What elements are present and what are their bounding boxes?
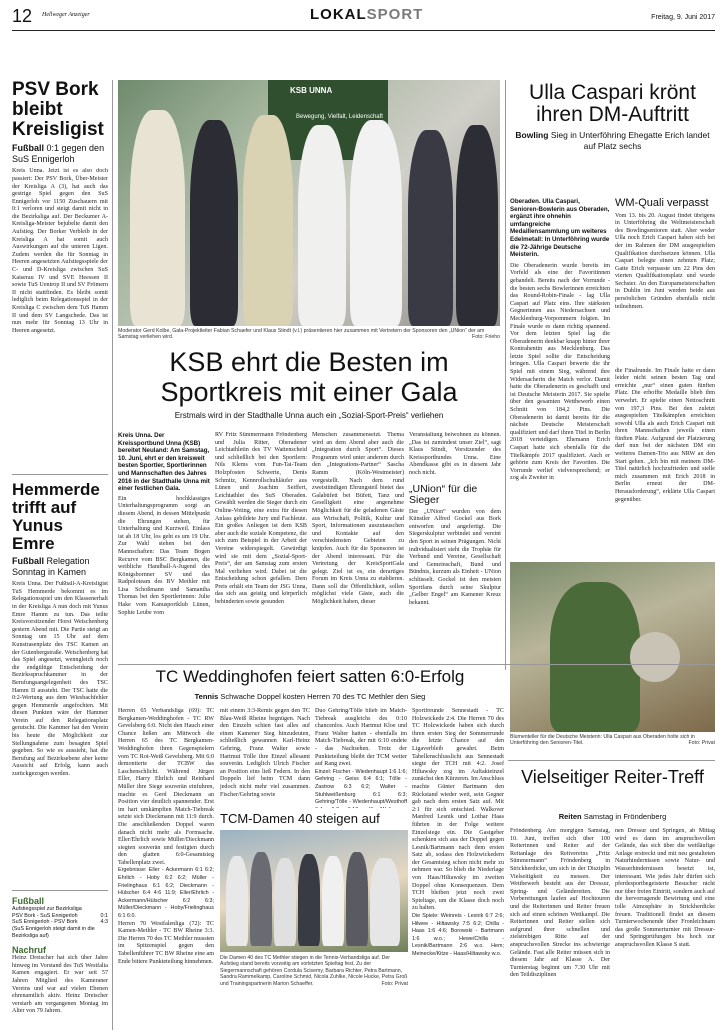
- gala-body-2: RV Fritz Sümmermann Fröndenberg und Julia Ritter, Oberadener Leichtathletin des TV Wattenscheid und schließlich bei den Sportlern: Nils Klems vom Fun-Tai-Team Holzpfosten Schwerte, Denis Schmitz, Kennrollschuhläufer aus Lünen und Joachim Seiffert, Leichtathlet des SuS Oberaden. Gewählt werden die Sieger durch ein Online-Voting, eine extra für diesen Anlass gebildete Jury und Fachleute. Ein großes Anliegen ist dem KSB aber auch die soziale Kompetenz, die sich zum Beispiel in der Arbeit der Vereine widerspiegelt. Gewürdigt wird sie mit dem „Sozial-Sport-Preis“, der am Samstag zum ersten Mal verliehen wird. Dabei ist die Entscheidung schon gefallen. Dem Preis erhält ein Team der JSG Unna, das sich aus geistig und körperlich behinderten sowie gesunden: [215, 432, 307, 606]
- results-note-text: (SuS Ennigerloh steigt damit in die Bezirksliga auf): [12, 925, 95, 939]
- nachruf-head: Nachruf: [12, 945, 47, 956]
- tennis-results-4: Die Spiele: Weinreis - Lesnik 6:7 2:6; Hilwee - Hiltawsky 7:5 6:2; Chilla - Haas 1:6 4:6; Borowski - Bartmann 1:6 w.o.; Hewe/Chilla - Lesnik/Bartmann 2:6 w.o. Hem; Meinecke/Kitze - Haas/Hiltawsky w.o.: [412, 913, 504, 957]
- gala-col-3: [312, 432, 404, 662]
- gala-col-4: [409, 432, 501, 662]
- result-match: SuS Ennigerloh - PSV Bork: [12, 919, 78, 926]
- tennis-col-4: [412, 708, 504, 1030]
- person-figure: [298, 854, 320, 946]
- nachruf-body: Heinz Dreischer hat sich über Jahre hinweg im Vorstand des TuS Westfalia Kamen engagiert. Er war seit 57 Jahren Mitglied des Kameraner Vereins und war auf vielen Ebenen ehrenamtlich aktiv. Heinz Dreischer verstarb am vergangenen Montag im Alter von 79 Jahren.: [12, 955, 108, 1015]
- psv-kicker: [12, 143, 108, 166]
- caspari-body: Die Oberadenerin wurde bereits im Vorfeld als eine der Favoritinnen gehandelt. Bereits nach der Vorrunde - die besten sechs Bowlerinnen erreichten das Round-Robin-Finale - lag Ulla Caspari auf Platz eins. Ihre stärksten Gegnerinnen aus Niedersachsen und Mecklenburg-Vorpommern folgten. Im Finale wurde es dann richtig spannend. Vor dem letzten Spiel lag die Oberadenerin denkbar knapp hinter ihrer Kontrahentin aus Mecklenburg. Das letzte Spiel sollte die Entscheidung bringen. Ulla Caspari bewerte die ihr Spiel mit einem Sieg, während ihre Widersacherin die Match verlor. Damit hatte die Oberadenerin es geschafft und ist Deutsche Meisterin 2017. Sie spielte über den gesamten Wettbewerb einen Schnitt von 184,2 Pins. Die Oberadenerin ist damit bereits für die nächste Deutsche Meisterschaft qualifiziert und darf ihren Titel in Berlin 2018 verteidigen. Ehemann Erich Caspari hatte sich ebenfalls für die Titelkämpfe 2017 qualifiziert. Auch er gehörte zum Kreis der Favoriten. Die Vorrunde verlief vielversprechend; er zog als Zweiter in: [510, 262, 610, 482]
- caspari-body-2: die Finalrunde. Im Finale hatte er dann leider nicht seinen besten Tag und erreichte „nur“ einen guten fünften Platz. Die erhoffte Medaille blieb ihm verwehrt. Er spielte einen Nettoschnitt von 197,3 Pins. Bei den zuletzt ausgespielten Titelkämpfen erreichten sowohl Ulla als auch Erich Caspari mit ihren Mannschaften jeweils einen fünften Platz. Aufgrund der Platzierung darf nun bei der nächsten DM ein weiteres Damen-Trio aus NRW an den Start gehen. „Ich bin mit meinem DM-Titel natürlich hochzufrieden und stelle mich zusammen mit Erich 2018 in Berlin erneut der DM-Herausforderung“, erklärte Ulla Caspari gegenüber.: [615, 367, 715, 503]
- person-figure: [408, 130, 453, 326]
- tennis-kicker-text: Schwache Doppel kosten Herren 70 des TC Methler den Sieg: [220, 692, 426, 701]
- section-title-bold: SPORT: [366, 6, 424, 23]
- page-header: [12, 6, 715, 32]
- tcm-caption: [220, 955, 408, 1030]
- photo-credit: Foto: Privat: [381, 980, 408, 987]
- gala-subtitle: Erstmals wird in der Stadthalle Unna auch ein „Sozial-Sport-Preis“ verliehen: [174, 411, 444, 420]
- banner-slogan: Bewegung, Vielfalt, Leidenschaft: [296, 114, 383, 120]
- caspari-col-1: [510, 198, 610, 556]
- person-figure: [550, 582, 640, 732]
- caspari-photo: [510, 562, 715, 732]
- psv-body: Kreis Unna. Jetzt ist es also doch passiert: Der PSV Bork, Über-Meister der Kreisliga A (3), hat auch das gestrige Spiel gegen den SuS Ennigerloh vor 1150 Zuschauern mit 0:1 verloren und steigt damit nicht in die Bezirksliga auf. Der Beckumer A-Kreisliga-Meister bejubelte damit den Aufstieg. Der Borker Verbleib in der Kreisliga A hat somit auch Auswirkungen auf die unteren Ligen. Zudem werden die für Sonntag in Heeren angesetzten Aufstiegsspiele der C- und D-Kreisliga zwischen SuS Kaiserau IV und SVE Heessen II sowie TuS Uentrop II und SV Frömern II nicht stattfinden. Es bleibt somit lediglich beim Relegationsspiel in der Kreisliga C zwischen dem TuS Hamm II und dem SV Langschede. Das ist nun mehr für Sonntag 13 Uhr in Heeren angesetzt.: [12, 168, 108, 334]
- tennis-col-2: [220, 708, 310, 808]
- gala-body-4: Veranstaltung beiwohnen zu können. „Das ist zumindest unser Ziel“, sagt Klaus Stindt, Vorsitzender des Kreissportbundes Unna. Eine Abendkasse gibt es in diesem Jahr noch nicht.: [409, 432, 501, 476]
- page-number: 12: [12, 6, 33, 26]
- person-figure: [130, 110, 185, 326]
- tennis-body-2: mit einem 3:3-Remis gegen den TC Blau-Weiß Rheine begnügen. Nach den Einzeln schien fast alles auf einen Kamener Sieg hinzudeuten, schließlich gewannen Karl-Heinz Gehring, Franz Walter sowie Hartmut Tölle ihre Einzel allesamt souverän. Lediglich Ulrich Fischer an Position eins ließ Federn. In den Doppeln lief beim TCM dann jedoch nicht mehr viel zusammen. Fischer/Gehring sowie: [220, 708, 310, 798]
- results-subhead: [12, 906, 108, 913]
- psv-kicker-bold: Fußball: [12, 142, 44, 153]
- fussball-results: [12, 906, 108, 939]
- photo-credit: Foto: Frieho: [472, 334, 500, 341]
- tennis-col-3: [315, 708, 407, 808]
- caspari-kicker: [510, 130, 715, 151]
- tennis-results-3: Einzel: Fischer - Wiedenhaupt 1:6 1:6; Gehring - Geiss 6:4 6:1; Tölle - Zastrow 6:3 6:2; Walter - Stuhlweißenburg 6:1 6:3; Gehring/Tölle - Wiedenhaupt/Westhoff: [315, 768, 407, 806]
- tennis-body-3: Duo Gehring/Tölle blieb im Match-Tiebreak ausgleichs des 0:10 chancenlos. Auch Hartmut Kloe und Franz Walter hatten - ebenfalls im Match-Tiebreak, der mit 6:10 endete - das Nachsehen. Trotz der Punkteteilung bleibt der TCM weiter auf Rang zwei.: [315, 708, 407, 768]
- caspari-kicker-bold: Bowling: [515, 130, 549, 141]
- person-figure: [274, 858, 296, 946]
- divider: [508, 760, 715, 761]
- union-body: Der „UNion“ wurden von dem Künstler Alfred Gockel aus Bork entworfen und angefertigt. Die Siegerskulptur verbindet und vereint den Sport in seinen Prägungen. Nicht individualisiert steht die Trophäe für Verbund und Vereine, Gesellschaft und Gemeinschaft, Bund und Bündnis, kurzum als Einheit - UNion schlüsselt. Gockel ist den meisten Sportfans durch seine Skulptur „Gelber Engel“ am Kamener Kreuz bekannt.: [409, 508, 501, 606]
- yunus-kicker-text: Relegation Sonntag in Kamen: [12, 555, 90, 577]
- gala-body-1: Ein hochklassiges Unterhaltungsprogramm sorgt an diesem Abend, in dessen Mittelpunkt die Ehrungen stehen, für Unterhaltung und Kurzweil. Einlass ist ab 18 Uhr, los geht es um 19 Uhr. Zur Wahl stehen bei den Mannschaften: Das Team Bogen Recurve vom BSC Bergkamen, die weibliche Handball-A-Jugend des Königsbornner SV und das Radpoloteam des BV Methler mit Lisa Schoßmann und Samantha Thomas bei den Sportlerinnen: Julie Hake vom Kanusportklub Lünen, Sophie Leube vom: [118, 495, 210, 616]
- reiter-kicker: [510, 812, 715, 821]
- caspari-headline: Ulla Caspari krönt ihren DM-Auftritt: [529, 82, 696, 127]
- section-title: [310, 6, 423, 23]
- result-score: 0:1: [100, 912, 108, 919]
- person-figure: [456, 125, 498, 326]
- ksb-logo-text: KSB UNNA: [290, 86, 333, 95]
- caspari-photo-caption: [510, 734, 715, 747]
- gala-photo-caption: [118, 328, 500, 341]
- gala-lead: Kreis Unna. Der Kreissportbund Unna (KSB) bereitet Neuland: Am Samstag, 10. Juni, ehrt er den kreisweit besten Sportler, Sportlerinnen und Mannschaften des Jahres 2016 in der Stadthalle Unna mit einer festlichen Gala.: [118, 432, 210, 493]
- divider: [12, 890, 108, 891]
- tcm-team-photo: [220, 830, 408, 952]
- yunus-kicker-bold: Fußball: [12, 555, 44, 566]
- person-figure: [226, 856, 248, 946]
- reiter-kicker-text: Samstag in Fröndenberg: [583, 812, 667, 821]
- column-rule: [112, 80, 113, 1030]
- gala-photo: [118, 80, 500, 326]
- gala-body-3: Menschen zusammensetzt. Thema wird an dem Abend aber auch die „Integration durch Sport“. Dieses Programm wird unter anderem durch den „Integrations-Partner“ Sascha Ramm (Köln-Westmeister) vorgestellt. Nach dem rund zweistündigen Ehrungsteil bietet das Galabüfett bei Büfett, Tanz und Geselligkeit eine angenehme Möglichkeit für die geladenen Gäste aus Wirtschaft, Politik, Kultur und Sport, Informationen auszutauschen und Kontakte auf den verschiedensten Gebieten zu knüpfen. Auch für die Sponsoren ist der Abend interessant. Für die Vertretung der KreisSportGala gelegt. Ziel ist es, ein derartiges Forum im Kreis Unna zu etablieren. Dann soll die Öffentlichkeit, sollen möglichst viele Gäste, auch die Möglichkeit haben, dieser: [312, 432, 404, 606]
- reiter-kicker-bold: Reiten: [558, 812, 582, 821]
- tennis-body-1: Herren 65 Verbandsliga (69): TC Bergkamen-Weddinghofen - TC RW Gevelsberg 6:0. Nicht den Hauch einer Chance ließen am Mittwoch die Herren 65 des TC Bergkamen-Weddinghofen ihren Gegenspielern vom TC Rot-Weiß Gevelsberg. Mit 6:0 demontierte der TCBW das Laschenschlicht. Während Jürgen Eller, Harry Ehrlich und Reinhard Müller ihre Siege souverän einfuhren, machte es Gerd Dieckmann an Position vier deutlich spannender. Erst im hart umkämpften Match-Tiebreak setzte sich Dieckmann mit 11:9 durch. Die anschließenden Doppel waren danach nicht mehr als Formsache. Eller/Ehrlich sowie Müller/Dieckmann siegten souverän und festigten durch den glatten 6:0-Gesamtsieg Tabellenplatz zwei.: [118, 708, 214, 866]
- results-subhead-text: Aufstiegsspiel zur Bezirksliga: [12, 906, 82, 913]
- yunus-kicker: [12, 556, 108, 579]
- gala-col-2: [215, 432, 307, 662]
- tcm-headline: TCM-Damen 40 steigen auf: [220, 811, 380, 826]
- yunus-headline: Hemmerde trifft auf Yunus Emre: [12, 480, 100, 553]
- result-score: 4:3: [100, 919, 108, 926]
- psv-headline: PSV Bork bleibt Kreisligist: [12, 80, 104, 140]
- tennis-results-1: Ergebnisse: Eller - Ackermann 6:1 6:2; Ehrlich - Hoby 6:2 6:2; Müller - Frielinghaus 6:1 6:2; Dieckmann - Hülscher 6:4 4:6 11:9; Eller/Ehrlich - Ackermann/Hülscher 6:2 6:3; Müller/Dieckmann - Hoby/Frielinghaus 6:1 6:0.: [118, 867, 214, 920]
- tennis-col-1: [118, 708, 214, 1030]
- tcm-caption-text: Die Damen 40 des TC Methler stiegen in die Tennis-Verbandsliga auf. Der Aufstieg stand bereits vorzeitig am vorletzten Spieltag fest. Zu der Siegermannschaft gehören Cordula Scisemy, Barbara Richter, Petra Bartmann, Sandra Rammelkamp, Caroline Schmid, Nicola Zuhlke, Nicole Hucke, Petra Groß und Trainingspartnerin Marion Schaeffer.: [220, 955, 408, 987]
- gala-headline-line2: Sportkreis mit einer Gala: [160, 377, 458, 407]
- person-figure: [370, 858, 400, 946]
- caspari-header: [510, 82, 715, 192]
- tennis-body-1b: Herren 70 Westfalenliga (72): TC Kamen-Methler - TC BW Rheine 3:3. Die Herren 70 des TC Methler mussten im Spitzenspiel gegen den Tabellenführer TC BW Rheine eine am Ende bittere Punkteteilung hinnehmen.: [118, 920, 214, 965]
- union-subhead: „UNion“ für die Sieger: [409, 482, 478, 506]
- person-figure: [298, 125, 346, 326]
- column-rule: [505, 80, 506, 670]
- issue-date: Freitag, 9. Juni 2017: [651, 14, 715, 21]
- reiter-col-2: [615, 828, 715, 1030]
- results-note: [12, 926, 108, 939]
- person-figure: [250, 852, 272, 946]
- tennis-headline: TC Weddinghofen feiert satten 6:0-Erfolg: [155, 667, 465, 686]
- yunus-body: Kreis Unna. Der Fußball-A-Kreisligist TuS Hemmerde bekommt es im Relegationsspiel um den Klassenerhalt in der Kreisliga A nun doch mit Yunus Emre Hamm zu tun. Das teilte Kreisvorsitzender Horst Weischenberg gestern Abend mit. Die Partie steigt an Sonntag um 15 Uhr auf dem Kunstrasenplatz des TSC Kamen an der Gutenbergstraße. Weischenberg hat das Spiel angesetzt, wenngleich noch die endgültige Entscheidung der Bezirksspruchkammer in der Berufungsangelegenheit des TSC Hamm II aussteht. Der TSC hatte die 0:2-Wertung aus dem Wiesbachfehler gegen Hemmerde angefochten. Mit diesen Punkten wäre der Hammer Verein auf den Relegationsplatz gerutscht. Die Kammer hat den Verein bis heute die Möglichkeit zur Stellungnahme zum besagten Spiel gegeben. So wie es aussieht, hat die Berufung auf Bezirksebene aber keine Aussicht auf Erfolg, kann auch zurückgezogen werden.: [12, 581, 108, 778]
- result-row: [12, 913, 108, 920]
- divider: [118, 664, 715, 665]
- left-column: [12, 80, 108, 1030]
- reiter-body-2: nen Dressur und Springen, ab Mittag wird es dann im anspruchsvollen Gelände, das sich über die weitläufige Anlage erstreckt und mit neu gestalteten Naturhindernissen sowie Natur- und Wasserhindernissen besetzt ist, interessant. Wie jedes Jahr dürfen sich pferdesportbegeisterte Besucher nicht nur über freien Eintritt, sondern auch auf die hervorragende Bewirtung und eine tolle Atmosphäre in Strickherdicke freuen. Traditionell findet an diesem Turnierwochenende über Fronleichnam das große Sommerturnier mit Dressur- und Springprüfungen bis hoch zur anspruchsvollen Klasse S statt.: [615, 828, 715, 948]
- wm-subhead: WM-Quali verpasst: [615, 198, 709, 209]
- person-figure: [190, 120, 238, 326]
- header-rule: [12, 30, 715, 31]
- gala-col-1: [118, 432, 210, 662]
- person-figure: [322, 856, 344, 946]
- reiter-col-1: [510, 828, 610, 1030]
- person-figure: [346, 852, 368, 946]
- gala-caption-text: Moderator Gerd Kolbe, Gala-Projektleiter Fabian Schaefer und Klaus Stindt (v.l.) präsentieren hier zusammen mit Vertretern der Sponsoren den „UNion“ der am Samstag verliehen wird.: [118, 328, 485, 341]
- section-title-light: LOKAL: [310, 6, 367, 23]
- gala-headline-line1: KSB ehrt die Besten im: [169, 347, 449, 377]
- reiter-body-1: Fröndenberg. Am morgigen Samstag, 10. Juni, treffen sich über 100 Reiterinnen und Reiter auf der Reitanlage des Reitvereins „Fritz Sümmermann“ Fröndenberg in Strickherdicke, um sich in der Disziplin Vielseitigkeit zu messen. Der Wettbewerb besteht aus der Dressur, Spring- und Geländereiten. Die Vorbereitungen laufen auf Hochtouren und die Reiterinnen und Reiter freuen sich auf einen schönen Wettkampf. Die Reiterinnen und Reiter stellen sich aufgrund ihrer schnellen und zielstrebigen Ritte auf der anspruchsvollen Strecke ins schwierige Gelände. Fast alle Reiter müssen sich in diesem Jahr auf Klasse A. Der Turnierstag beginnt um 7.30 Uhr mit den Teildisziplinen: [510, 828, 610, 979]
- person-figure: [243, 115, 293, 326]
- paper-name: Hellweger Anzeiger: [42, 12, 90, 18]
- result-row: [12, 919, 108, 926]
- wm-body: Vom 13. bis 20. August findet übrigens in Unterföhring die Weltmeisterschaft des Bowlingsenioren statt. Aber weder Ulla noch Erich Caspari haben sich bei der im Rahmen der DM ausgespielten Qualifikation durchsetzen können. Ulla Caspari belegte einen zehnten Platz; Gatte Erich verpasste um 22 Pins den vierten Qualifikationsplatz und wurde Sechster. An den Europameisterschaften in Dublin im Juni werden beide aus persönlichen Gründen ebenfalls nicht teilnehmen.: [615, 212, 715, 310]
- caspari-kicker-text: Sieg in Unterföhring Ehegatte Erich landet auf Platz sechs: [550, 130, 710, 151]
- plate-trophy: [630, 632, 680, 682]
- result-match: PSV Bork - SuS Ennigerloh: [12, 912, 78, 919]
- caspari-caption-text: Blumenteller für die Deutsche Meisterin: Ulla Caspari aus Oberaden holte sich in Unterföhring den Senioren-Titel.: [510, 734, 695, 747]
- tennis-kicker: [118, 692, 502, 701]
- caspari-lead: Oberaden. Ulla Caspari, Senioren-Bowlerin aus Oberaden, ergänzt ihre ohnehin umfangreiche Medaillensammlung um weiteres Edelmetall: In Unterföhring wurde die 72-Jährige Deutsche Meisterin.: [510, 198, 610, 259]
- divider: [12, 474, 108, 475]
- fussball-box-head: Fußball: [12, 896, 44, 907]
- reiter-headline: Vielseitiger Reiter-Treff: [521, 767, 704, 787]
- tennis-kicker-bold: Tennis: [194, 692, 219, 701]
- tennis-body-4: Sportfreunde Sennestadt - TC Holzwickede 2:4. Die Herren 70 des TC Holzwickede haben sich durch ihren ersten Sieg der Sommerrunde die letzte Chance auf den Ligaverbleib gewahrt. Beim Tabellenschlusslicht aus Sennestadt siegte der TCH mit 4:2. Josef Hiltawsky zog im Auftakteinzel zunächst den Kürzeren. Im Anschluss machte Günter Bartmann den Rückstand wieder wett, sein Gegner gab nach dem ersten Satz auf. Mit 2:1 für sich entschied. Walkover Manfred Lesnik und Lothar Haas führten in der Folge weitere Einzelsiege ein. Die Gastgeber schenkten sich aus der Doppel gegen Lesnik/Bartmann nach dem ersten Satz ab, sodass den Holzwickedern der Gesamtsieg schon nicht mehr zu nehmen war. So blieb die Niederlage von Haas/Hiltawsky im zweiten Doppel ohne Konsequenzen. Dem TCH bleiben jetzt noch zwei Spieltage, um die Klasse doch noch zu halten.: [412, 708, 504, 912]
- photo-credit: Foto: Privat: [688, 740, 715, 747]
- psv-kicker-text: 0:1 gegen den SuS Ennigerloh: [12, 142, 105, 165]
- person-figure: [350, 120, 402, 326]
- caspari-col-2: [615, 198, 715, 556]
